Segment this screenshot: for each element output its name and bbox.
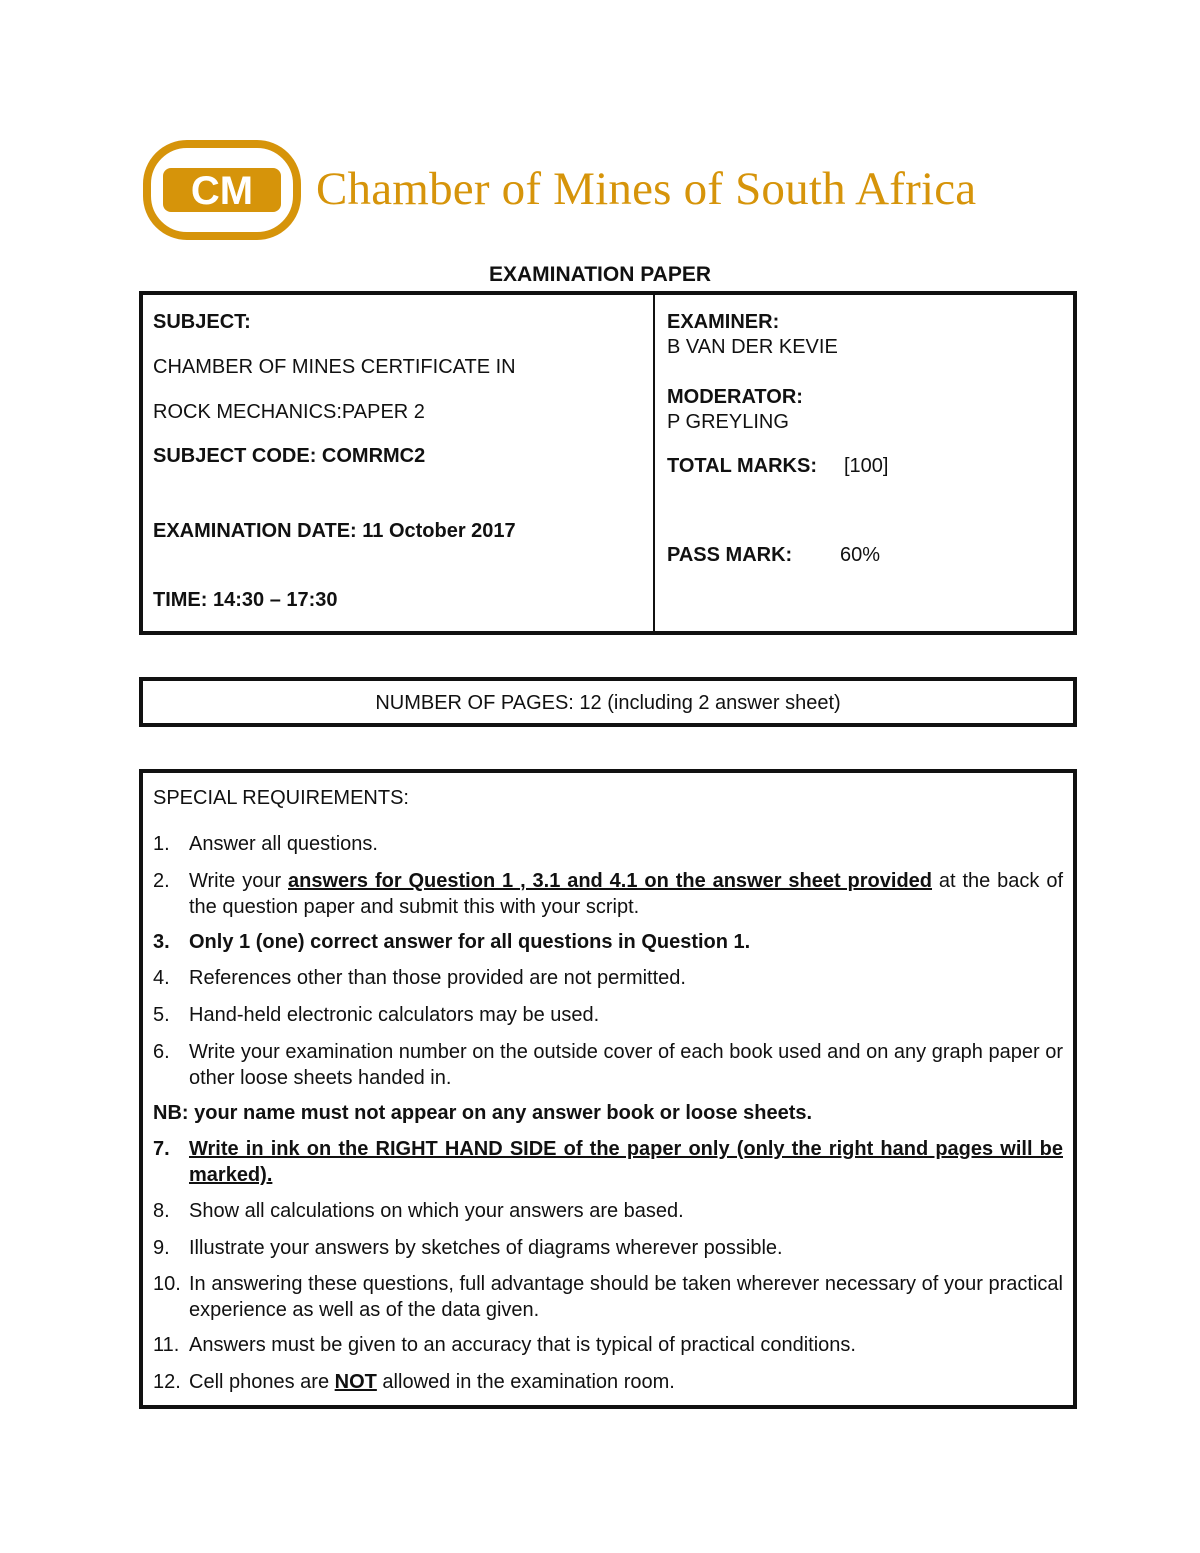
item-number: 9.	[153, 1237, 170, 1259]
item-text-post: at the back of the question paper and submit this with your script.	[189, 870, 1063, 918]
item-text-post: allowed in the examination room.	[376, 1371, 675, 1393]
examiner-label: EXAMINER:	[667, 311, 780, 333]
logo-mark-text: CM	[190, 169, 254, 213]
nb-text: NB: your name must not appear on any answer book or loose sheets.	[153, 1102, 813, 1124]
item-text: Write in ink on the RIGHT HAND SIDE of the paper only (only the right hand pages will be marked).	[189, 1138, 1063, 1186]
subject-code: SUBJECT CODE: COMRMC2	[153, 445, 426, 467]
item-number: 11.	[153, 1334, 180, 1356]
total-marks-value: [100]	[844, 455, 889, 477]
subject-label: SUBJECT:	[153, 311, 251, 333]
item-text	[189, 1369, 1063, 1395]
item-number: 6.	[153, 1041, 170, 1063]
item-number: 2.	[153, 870, 170, 892]
exam-date: EXAMINATION DATE: 11 October 2017	[153, 520, 516, 542]
item-text-pre: Cell phones are	[189, 1371, 335, 1393]
item-number: 8.	[153, 1200, 170, 1222]
pass-mark-label: PASS MARK:	[667, 544, 793, 566]
item-number: 12.	[153, 1371, 181, 1393]
item-text: Write your examination number on the outside cover of each book used and on any graph paper or other loose sheets handed in.	[189, 1041, 1063, 1089]
nb-note	[153, 1100, 1063, 1126]
page-count-box	[139, 677, 1077, 727]
item-number: 3.	[153, 931, 170, 953]
item-text: Answers must be given to an accuracy that is typical of practical conditions.	[189, 1334, 856, 1356]
total-marks-label: TOTAL MARKS:	[667, 455, 817, 477]
organization-name: Chamber of Mines of South Africa	[316, 163, 977, 215]
requirement-item	[153, 1039, 1063, 1091]
requirement-item	[153, 1136, 1063, 1188]
organization-logo	[143, 140, 1003, 242]
requirement-item	[153, 1235, 1063, 1261]
requirement-item	[153, 868, 1063, 920]
requirement-item	[153, 1271, 1063, 1323]
special-requirements-box	[139, 769, 1077, 1409]
requirement-item	[153, 1332, 1063, 1358]
item-number: 5.	[153, 1004, 170, 1026]
requirement-item	[153, 831, 1063, 857]
column-divider	[653, 295, 655, 631]
requirement-item	[153, 1198, 1063, 1224]
item-text: Hand-held electronic calculators may be used.	[189, 1004, 600, 1026]
requirement-item	[153, 929, 1063, 955]
requirement-item	[153, 1369, 1063, 1395]
subject-line-2: ROCK MECHANICS:PAPER 2	[153, 401, 425, 423]
moderator-name: P GREYLING	[667, 411, 789, 433]
item-text: Illustrate your answers by sketches of diagrams wherever possible.	[189, 1237, 783, 1259]
item-text-pre: Write your	[189, 870, 288, 892]
item-text-emphasis: NOT	[334, 1371, 377, 1393]
moderator-label: MODERATOR:	[667, 386, 803, 408]
exam-info-box	[139, 291, 1077, 635]
page-count-text: NUMBER OF PAGES: 12 (including 2 answer sheet)	[375, 692, 841, 714]
requirements-header: SPECIAL REQUIREMENTS:	[153, 787, 409, 809]
requirement-item	[153, 965, 1063, 991]
document-title: EXAMINATION PAPER	[488, 263, 712, 286]
item-text	[189, 868, 1063, 920]
item-text: Answer all questions.	[189, 833, 378, 855]
pass-mark-value: 60%	[840, 544, 881, 566]
item-text: References other than those provided are not permitted.	[189, 967, 686, 989]
item-text-emphasis: answers for Question 1 , 3.1 and 4.1 on the answer sheet provided	[288, 870, 933, 892]
item-text: Only 1 (one) correct answer for all questions in Question 1.	[189, 931, 751, 953]
item-text: Show all calculations on which your answers are based.	[189, 1200, 684, 1222]
item-number: 4.	[153, 967, 170, 989]
item-number: 1.	[153, 833, 170, 855]
examiner-name: B VAN DER KEVIE	[667, 336, 838, 358]
cm-logo-icon	[143, 140, 301, 240]
item-number: 10.	[153, 1273, 181, 1295]
requirement-item	[153, 1002, 1063, 1028]
subject-line-1: CHAMBER OF MINES CERTIFICATE IN	[153, 356, 516, 378]
item-number: 7.	[153, 1138, 170, 1160]
item-text: In answering these questions, full advantage should be taken wherever necessary of your practical experience as well as of the data given.	[189, 1273, 1063, 1321]
exam-time: TIME: 14:30 – 17:30	[153, 589, 338, 611]
